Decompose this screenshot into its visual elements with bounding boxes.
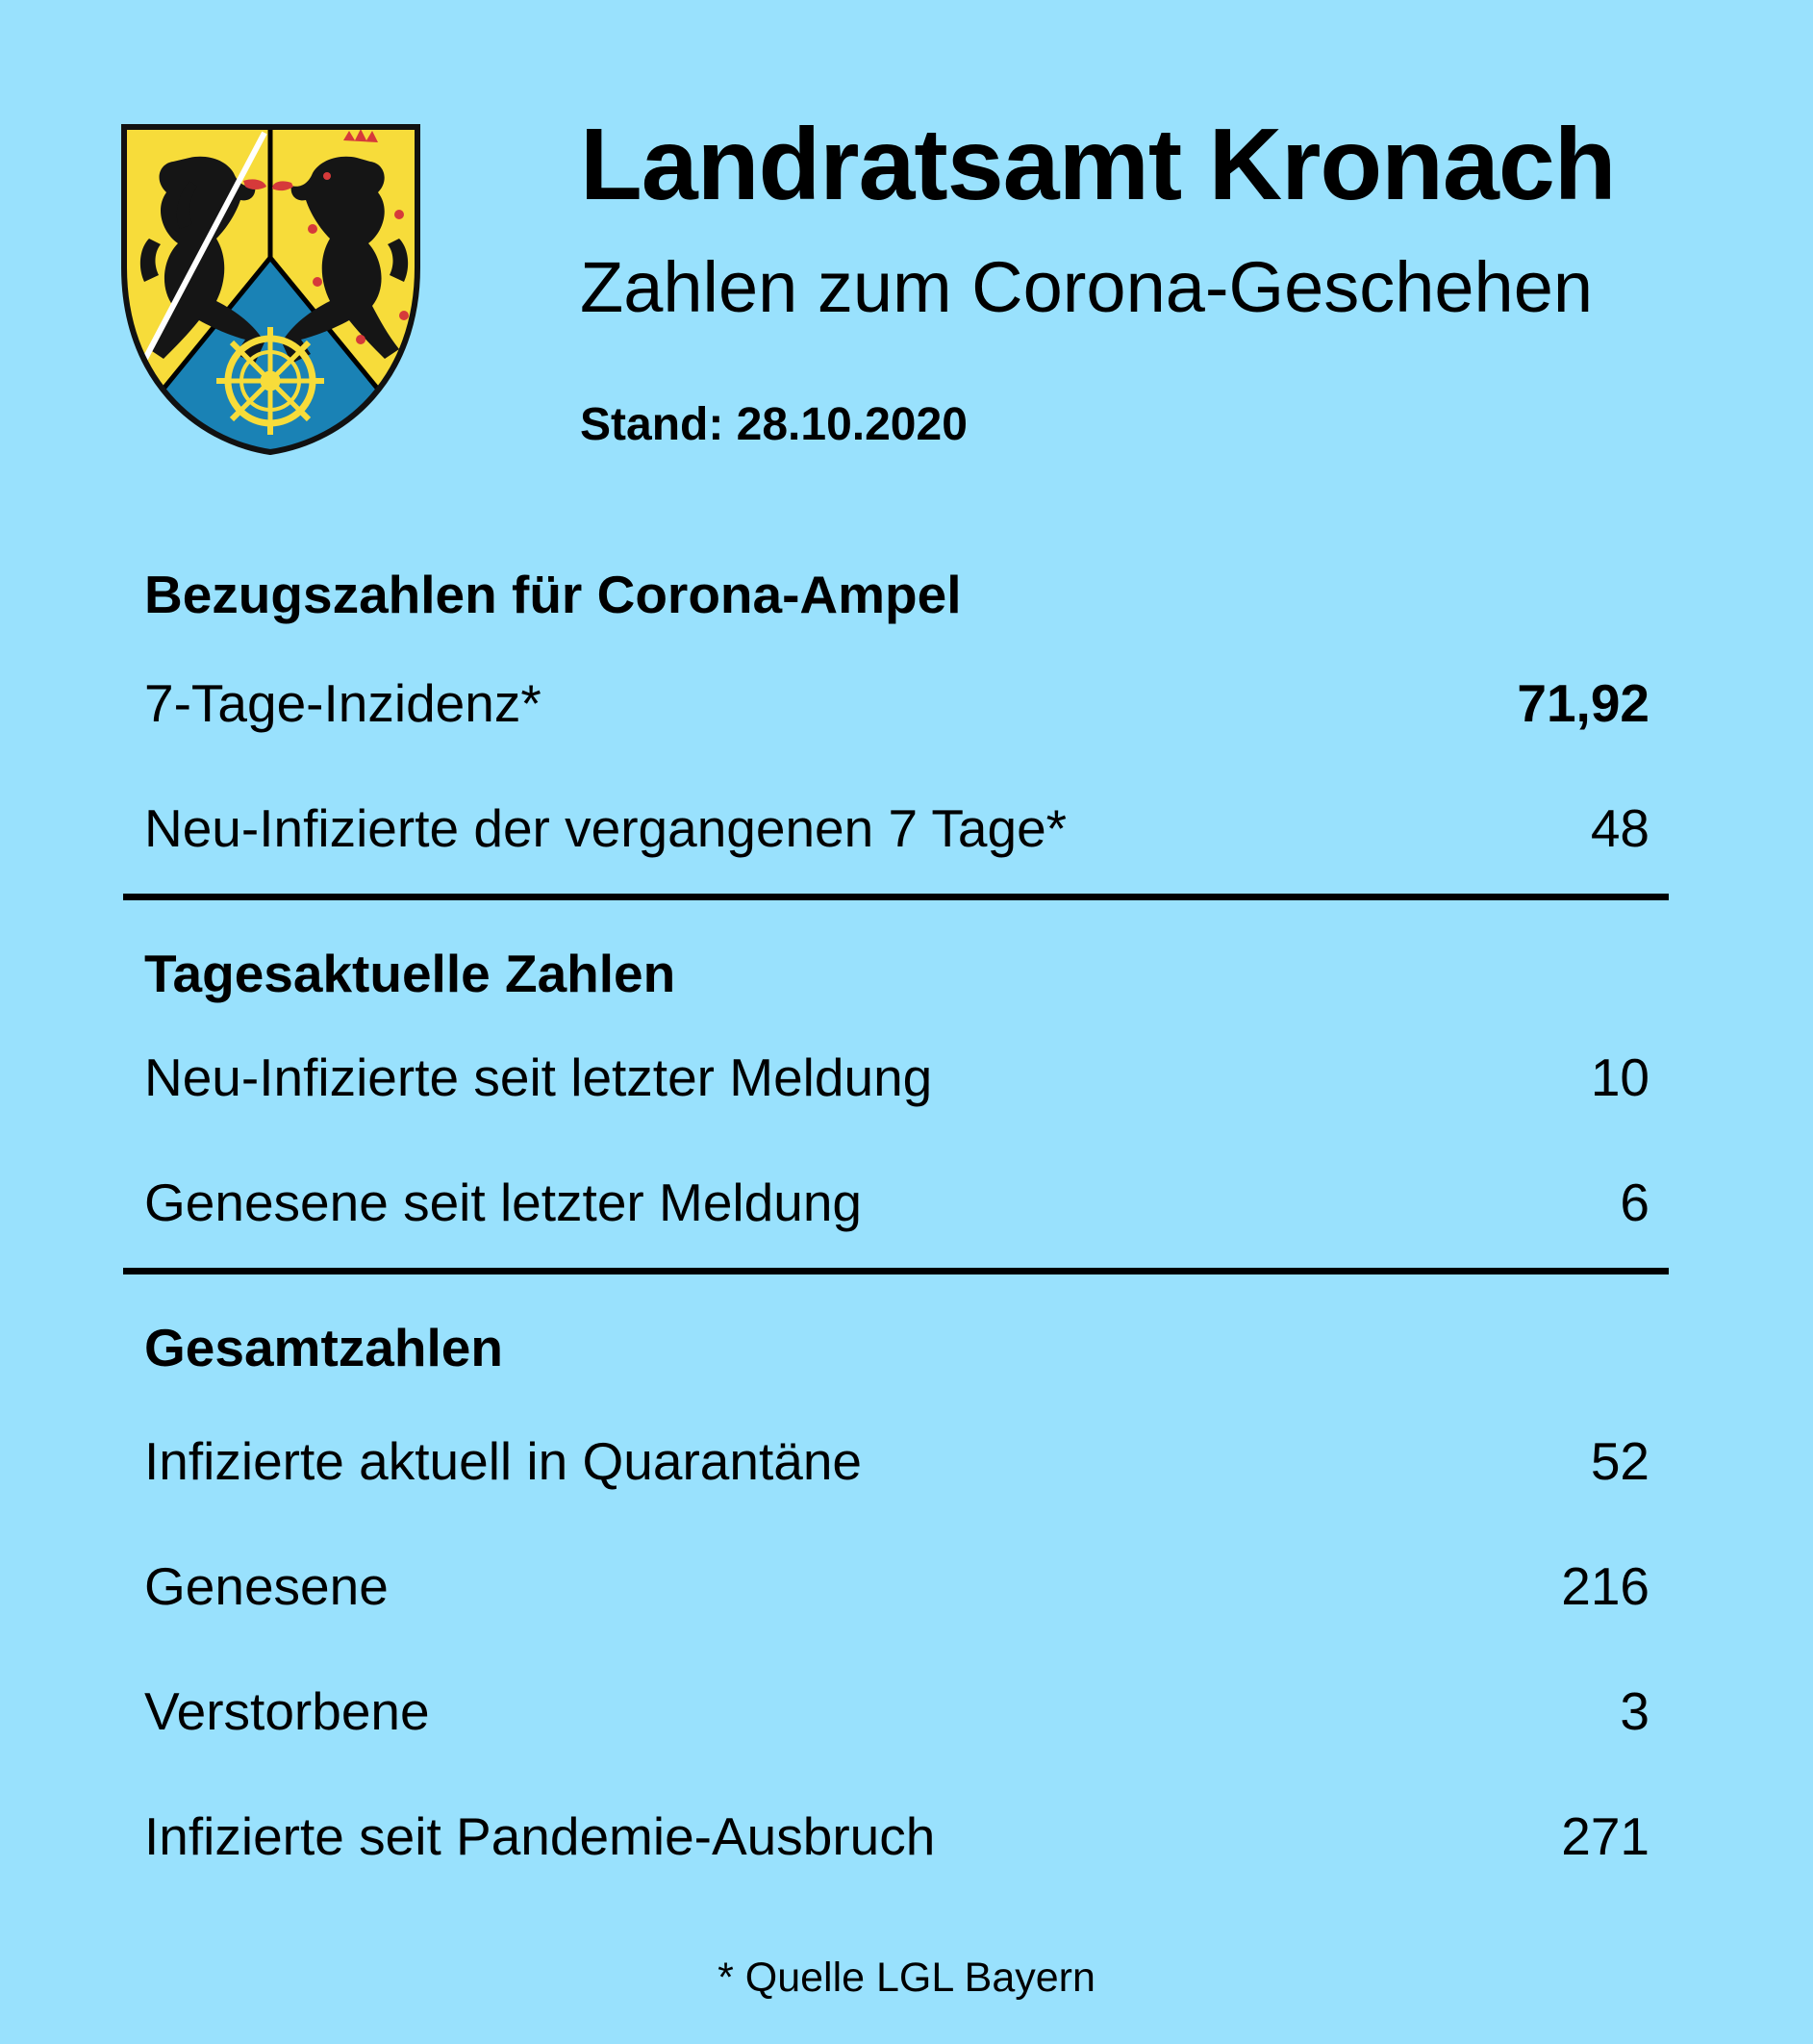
row-label: Verstorbene <box>144 1681 430 1741</box>
section-divider <box>123 1268 1669 1274</box>
table-row <box>144 1047 1649 1109</box>
section-title-gesamtzahlen: Gesamtzahlen <box>144 1318 503 1377</box>
date-label: Stand: 28.10.2020 <box>580 399 968 450</box>
section-divider <box>123 894 1669 900</box>
row-label: Infizierte aktuell in Quarantäne <box>144 1431 862 1491</box>
row-value: 48 <box>1590 798 1649 858</box>
row-label: Genesene <box>144 1556 389 1616</box>
page-subtitle: Zahlen zum Corona-Geschehen <box>580 247 1594 327</box>
row-value: 10 <box>1590 1047 1649 1107</box>
table-row <box>144 1431 1649 1493</box>
table-row <box>144 1556 1649 1618</box>
row-label: Neu-Infizierte der vergangenen 7 Tage* <box>144 798 1068 858</box>
table-row <box>144 1681 1649 1743</box>
row-value: 3 <box>1620 1681 1649 1741</box>
table-row <box>144 1173 1649 1234</box>
table-row <box>144 798 1649 860</box>
source-footnote: * Quelle LGL Bayern <box>718 1955 1095 2001</box>
row-value: 6 <box>1620 1173 1649 1232</box>
coat-of-arms-icon <box>120 123 421 456</box>
row-value: 71,92 <box>1517 673 1649 733</box>
row-value: 271 <box>1561 1806 1649 1866</box>
row-value: 52 <box>1590 1431 1649 1491</box>
row-label: Neu-Infizierte seit letzter Meldung <box>144 1047 933 1107</box>
row-label: 7-Tage-Inzidenz* <box>144 673 541 733</box>
table-row <box>144 1806 1649 1868</box>
row-value: 216 <box>1561 1556 1649 1616</box>
section-title-tagesaktuell: Tagesaktuelle Zahlen <box>144 944 676 1003</box>
row-label: Genesene seit letzter Meldung <box>144 1173 862 1232</box>
section-title-bezugszahlen: Bezugszahlen für Corona-Ampel <box>144 565 962 624</box>
row-label: Infizierte seit Pandemie-Ausbruch <box>144 1806 936 1866</box>
table-row <box>144 673 1649 735</box>
page-title: Landratsamt Kronach <box>580 108 1616 221</box>
